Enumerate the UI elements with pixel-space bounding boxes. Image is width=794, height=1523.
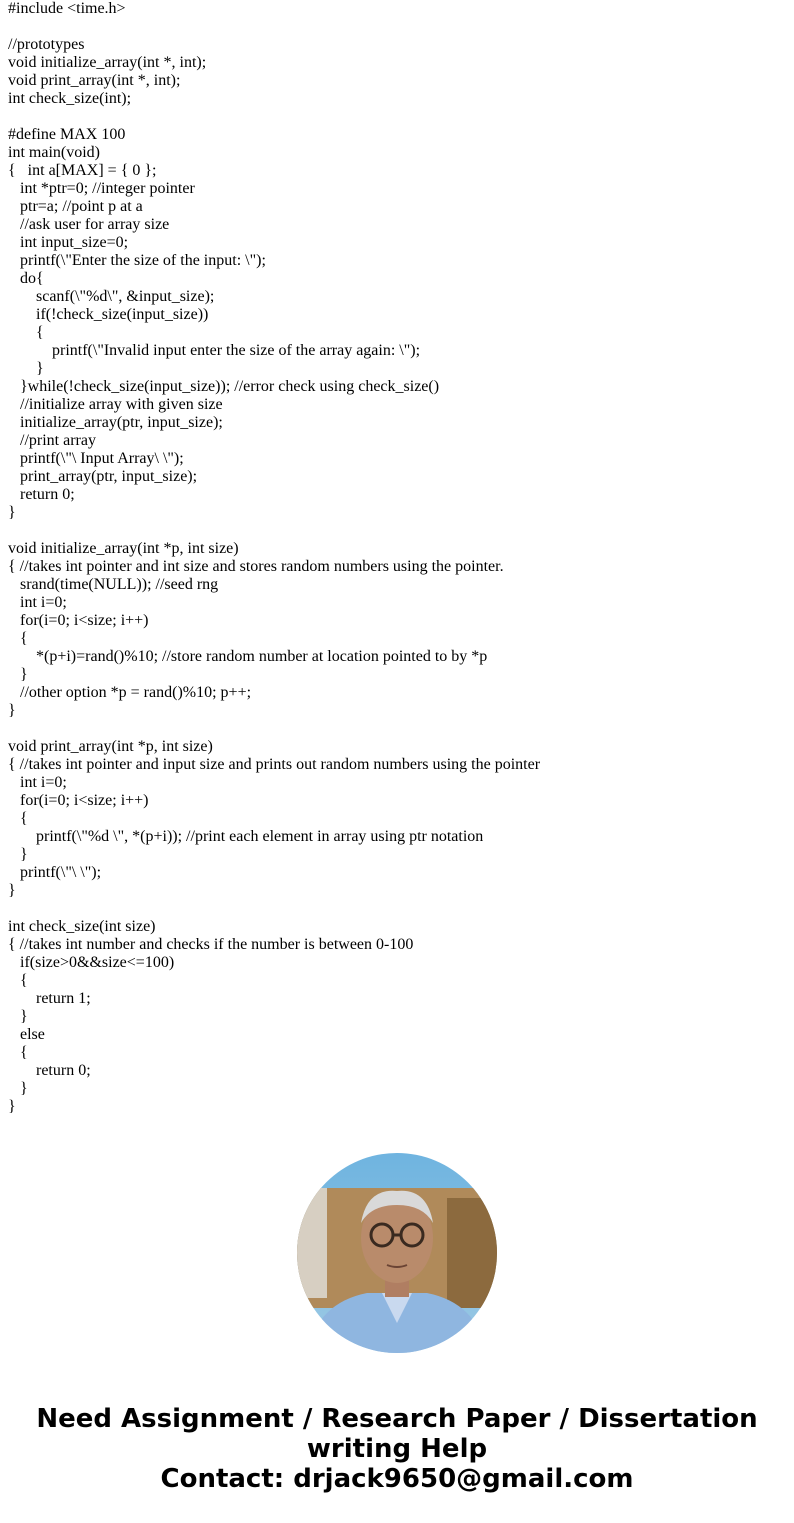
code-line: int check_size(int size) [8, 918, 156, 935]
code-line: if(size>0&&size<=100) [8, 954, 175, 971]
code-line: initialize_array(ptr, input_size); [8, 414, 223, 431]
code-line: { //takes int pointer and int size and stores random numbers using the pointer. [8, 558, 504, 575]
code-line: int check_size(int); [8, 90, 132, 107]
code-line: if(!check_size(input_size)) [8, 306, 209, 323]
code-line: else [8, 1026, 45, 1043]
code-line: print_array(ptr, input_size); [8, 468, 198, 485]
code-line: printf(\"\ Input Array\ \"); [8, 450, 184, 467]
promo-banner [0, 1404, 794, 1494]
code-line: scanf(\"%d\", &input_size); [8, 288, 215, 305]
contact-email: Contact: drjack9650@gmail.com [160, 1464, 634, 1494]
code-line: void print_array(int *, int); [8, 72, 181, 89]
code-line: int main(void) [8, 144, 100, 161]
author-avatar [297, 1153, 497, 1353]
code-line: #include <time.h> [8, 0, 126, 17]
code-line: printf(\"Enter the size of the input: \"); [8, 252, 266, 269]
code-line: { //takes int pointer and input size and prints out random numbers using the pointer [8, 756, 541, 773]
code-line: } [8, 882, 16, 899]
code-listing [8, 0, 540, 1116]
code-line: printf(\"\ \"); [8, 864, 102, 881]
code-line: int input_size=0; [8, 234, 129, 251]
code-line: int i=0; [8, 594, 67, 611]
code-line: int i=0; [8, 774, 67, 791]
code-line: //ask user for array size [8, 216, 170, 233]
code-line: } [8, 666, 28, 683]
code-line: srand(time(NULL)); //seed rng [8, 576, 219, 593]
code-line: ptr=a; //point p at a [8, 198, 143, 215]
code-line: return 0; [8, 1062, 91, 1079]
code-line: } [8, 1080, 28, 1097]
code-line: } [8, 504, 16, 521]
code-line: }while(!check_size(input_size)); //error check using check_size() [8, 378, 440, 395]
code-line [8, 18, 540, 36]
code-line: //prototypes [8, 36, 85, 53]
code-line: { int a[MAX] = { 0 }; [8, 162, 157, 179]
code-line: } [8, 846, 28, 863]
code-line: for(i=0; i<size; i++) [8, 792, 149, 809]
code-line: void print_array(int *p, int size) [8, 738, 213, 755]
code-line: { [8, 1044, 28, 1061]
avatar-photo-icon [297, 1153, 497, 1353]
code-line: } [8, 702, 16, 719]
code-line: for(i=0; i<size; i++) [8, 612, 149, 629]
code-line [8, 720, 540, 738]
code-line: } [8, 1008, 28, 1025]
code-line: { [8, 324, 44, 341]
code-line: { [8, 972, 28, 989]
code-line: } [8, 1098, 16, 1115]
code-line: { [8, 810, 28, 827]
code-line: int *ptr=0; //integer pointer [8, 180, 195, 197]
code-line [8, 522, 540, 540]
promo-subheading: writing Help [306, 1434, 488, 1464]
code-line: *(p+i)=rand()%10; //store random number at location pointed to by *p [8, 648, 488, 665]
code-line: void initialize_array(int *p, int size) [8, 540, 239, 557]
code-line: printf(\"%d \", *(p+i)); //print each element in array using ptr notation [8, 828, 484, 845]
code-line: return 0; [8, 486, 75, 503]
code-line: return 1; [8, 990, 91, 1007]
code-line [8, 900, 540, 918]
code-line [8, 108, 540, 126]
code-line: { [8, 630, 28, 647]
code-line: //other option *p = rand()%10; p++; [8, 684, 252, 701]
code-line: //initialize array with given size [8, 396, 223, 413]
code-line: { //takes int number and checks if the number is between 0-100 [8, 936, 414, 953]
code-line: //print array [8, 432, 96, 449]
promo-heading: Need Assignment / Research Paper / Dissertation [36, 1404, 758, 1434]
code-line: #define MAX 100 [8, 126, 126, 143]
code-line: do{ [8, 270, 44, 287]
code-line: printf(\"Invalid input enter the size of the array again: \"); [8, 342, 421, 359]
code-line: void initialize_array(int *, int); [8, 54, 207, 71]
code-line: } [8, 360, 44, 377]
